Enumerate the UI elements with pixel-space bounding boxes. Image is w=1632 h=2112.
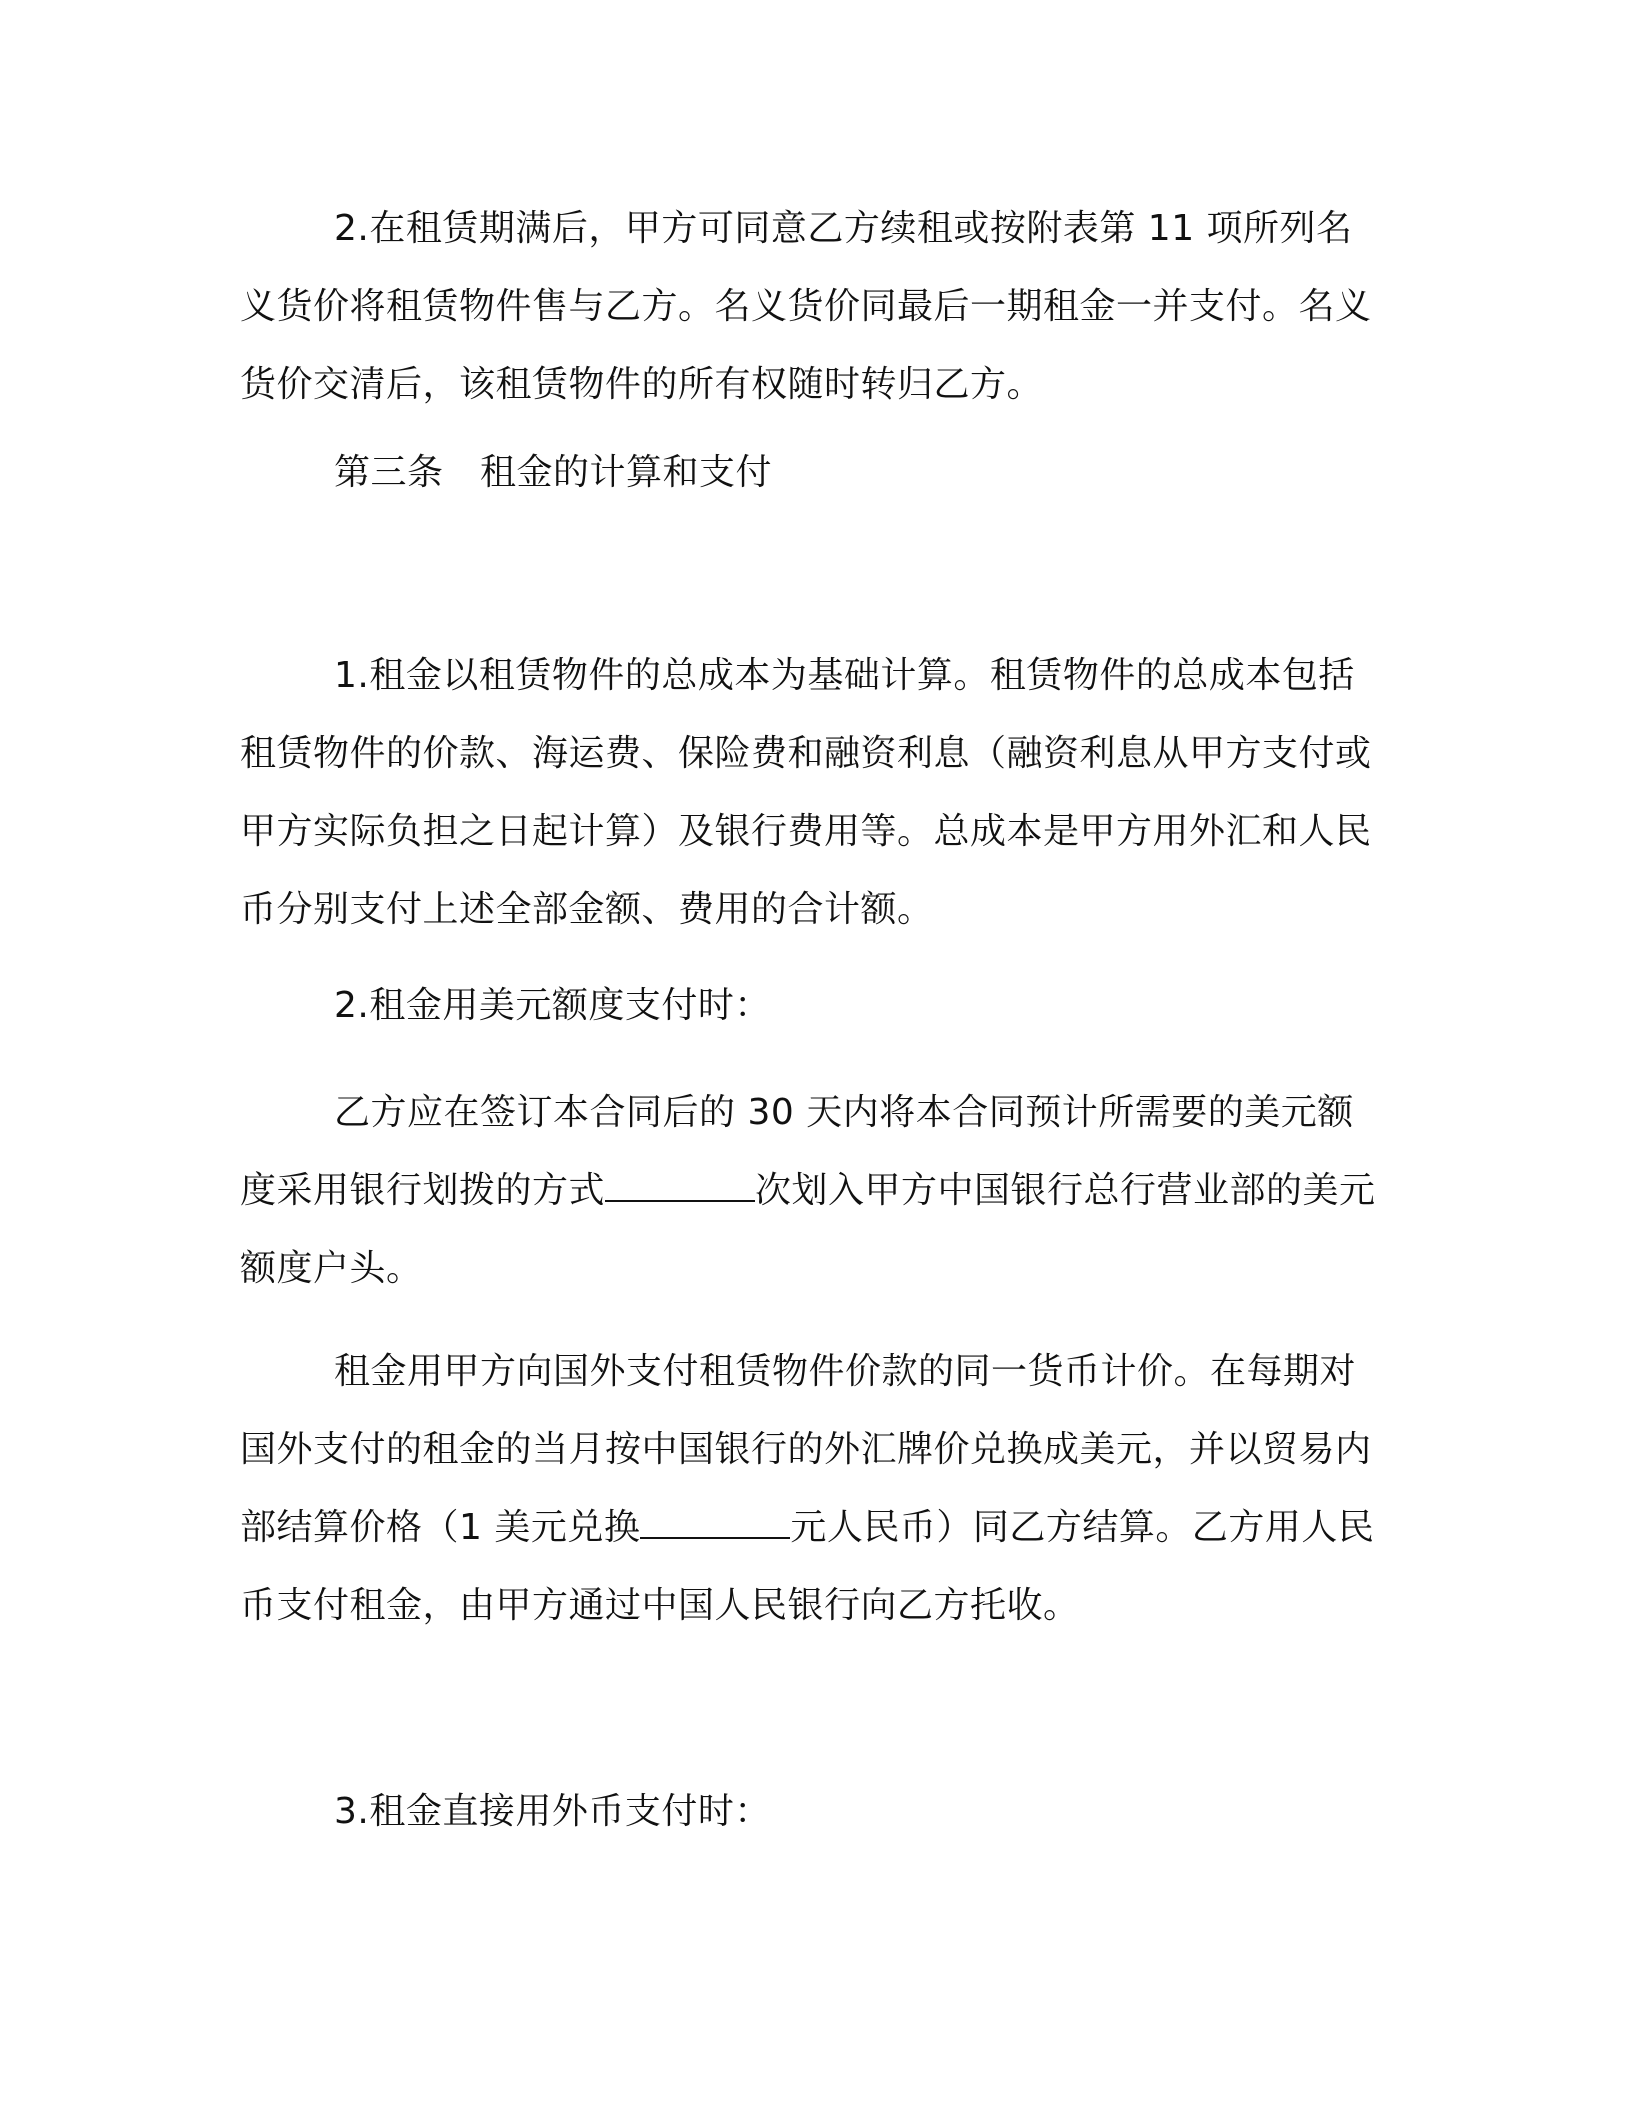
text-segment: 次划入甲方中国银行总行营业部的美元额度户头。: [240, 1170, 1376, 1289]
paragraph-rent-calculation: 1.租金以租赁物件的总成本为基础计算。租赁物件的总成本包括租赁物件的价款、海运费、保险费和融资利息（融资利息从甲方支付或甲方实际负担之日起计算）及银行费用等。总成本是甲方用外汇和人民币分别支付上述全部金额、费用的合计额。: [240, 655, 1372, 930]
fill-in-blank[interactable]: [640, 1507, 790, 1539]
paragraph-usd-quota-heading: 2.租金用美元额度支付时：: [334, 985, 771, 1026]
paragraph-currency-settlement: [240, 1333, 1385, 1645]
paragraph-usd-quota-transfer: [240, 1074, 1385, 1308]
text-segment: 乙方应在签订本合同后的 30 天内将本合同预计所需要的美元额度采用银行划拨的方式: [240, 1092, 1354, 1211]
text-segment: 元人民币）同乙方结算。乙方用人民币支付租金，由甲方通过中国人民银行向乙方托收。: [240, 1507, 1375, 1626]
text-segment: 租金用甲方向国外支付租赁物件价款的同一货币计价。在每期对国外支付的租金的当月按中国银行的外汇牌价兑换成美元，并以贸易内部结算价格（1 美元兑换: [240, 1351, 1372, 1548]
fill-in-blank[interactable]: [605, 1170, 755, 1202]
paragraph-lease-expiry: 2.在租赁期满后，甲方可同意乙方续租或按附表第 11 项所列名义货价将租赁物件售与乙方。名义货价同最后一期租金一并支付。名义货价交清后，该租赁物件的所有权随时转归乙方。: [240, 208, 1372, 405]
paragraph-foreign-currency-heading: 3.租金直接用外币支付时：: [334, 1791, 771, 1832]
article-3-heading: 第三条 租金的计算和支付: [334, 452, 773, 493]
